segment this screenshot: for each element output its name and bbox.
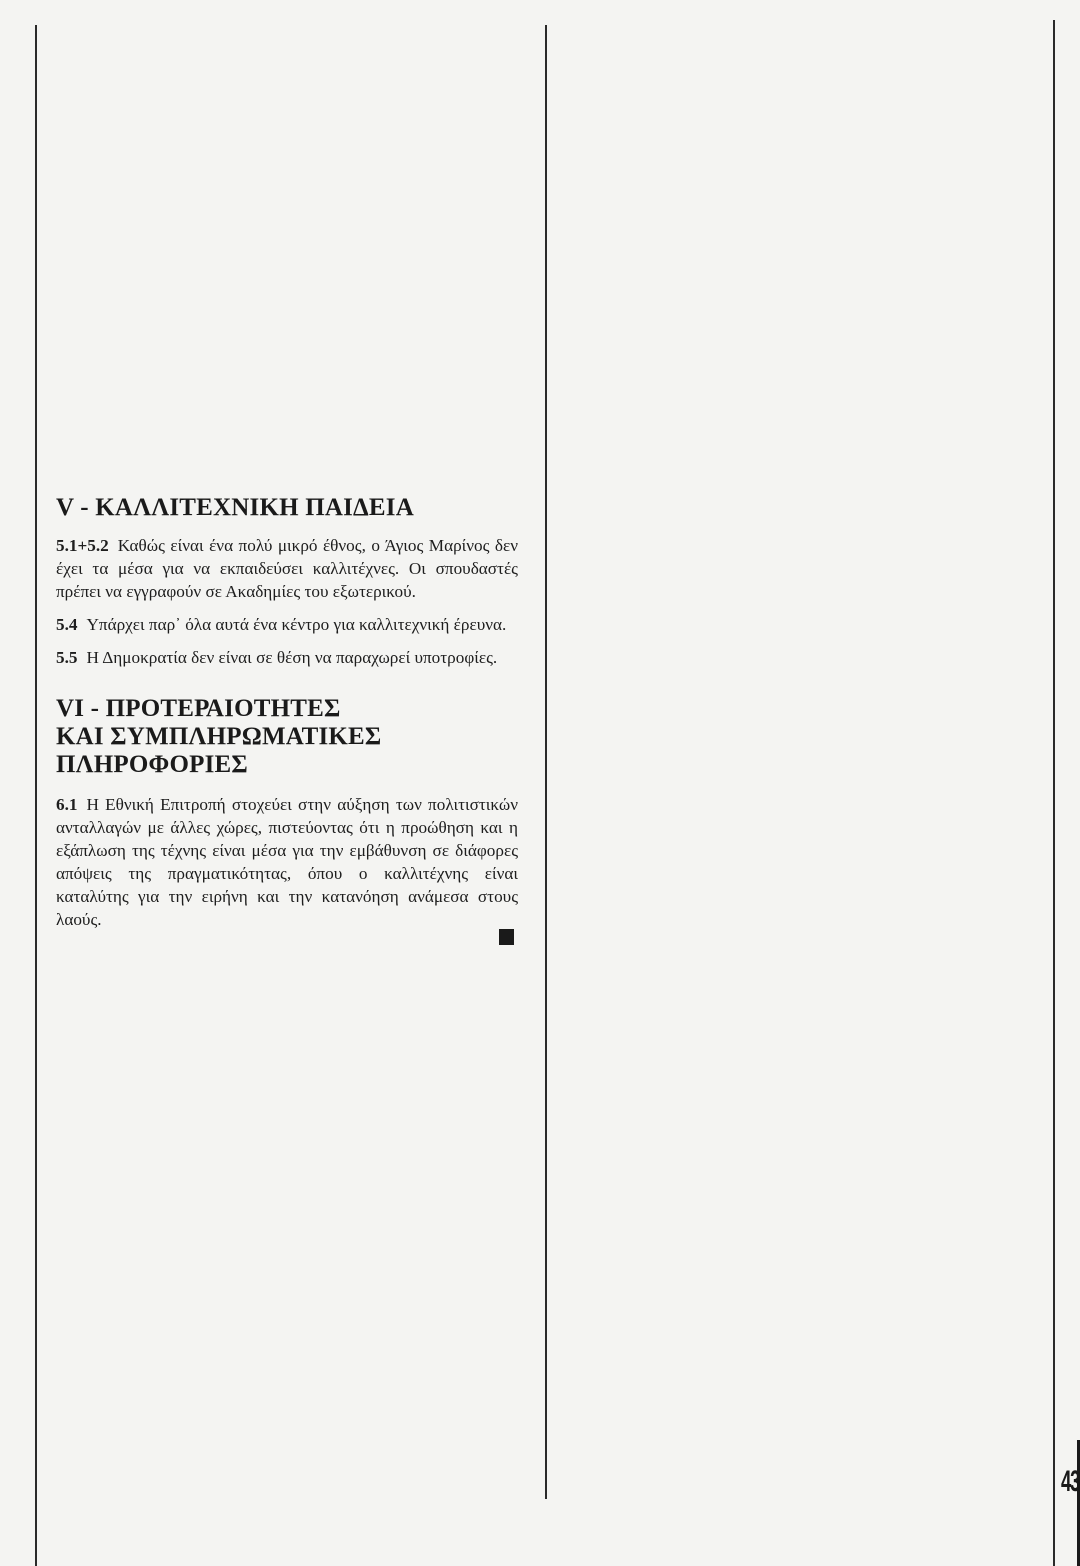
paragraph-number: 5.5 [56, 648, 78, 667]
paragraph-text: Η Δημοκρατία δεν είναι σε θέση να παραχωρεί υποτροφίες. [86, 648, 498, 667]
heading-line: VI - ΠΡΟΤΕΡΑΙΟΤΗΤΕΣ [56, 695, 341, 722]
heading-line: ΚΑΙ ΣΥΜΠΛΗΡΩΜΑΤΙΚΕΣ [56, 723, 382, 750]
paragraph-5-1-5-2 [56, 534, 518, 603]
paragraph-5-4 [56, 613, 518, 636]
paragraph-6-1 [56, 793, 518, 931]
paragraph-number: 5.4 [56, 615, 78, 634]
paragraph-text: Η Εθνική Επιτροπή στοχεύει στην αύξηση των πολιτιστικών ανταλλαγών με άλλες χώρες, πιστεύοντας ότι η προώθηση και η εξάπλωση της τέχνης είναι μέσα για την εμβάθυνση σε διάφορες απόψεις της πραγματικότητας, όπου ο καλλιτέχνης είναι καταλύτης για την ειρήνη και την κατανόηση ανάμεσα στους λαούς. [56, 795, 518, 929]
column-rule-right [1053, 20, 1055, 1566]
paragraph-text: Υπάρχει παρ᾽ όλα αυτά ένα κέντρο για καλλιτεχνική έρευνα. [86, 615, 507, 634]
paragraph-number: 6.1 [56, 795, 78, 814]
section-heading-v: V - ΚΑΛΛΙΤΕΧΝΙΚΗ ΠΑΙΔΕΙΑ [56, 494, 414, 521]
page-number: 43 [1061, 1466, 1080, 1498]
section-heading-vi [56, 695, 518, 779]
left-text-column [56, 494, 518, 941]
column-rule-middle [545, 25, 547, 1499]
black-square-icon [499, 929, 514, 945]
heading-line: ΠΛΗΡΟΦΟΡΙΕΣ [56, 751, 248, 778]
paragraph-number: 5.1+5.2 [56, 536, 109, 555]
paragraph-5-5 [56, 646, 518, 669]
paragraph-text: Καθώς είναι ένα πολύ μικρό έθνος, ο Άγιος Μαρίνος δεν έχει τα μέσα για να εκπαιδεύσει καλλιτέχνες. Οι σπουδαστές πρέπει να εγγραφούν σε Ακαδημίες του εξωτερικού. [56, 536, 518, 601]
column-rule-left [35, 25, 37, 1566]
